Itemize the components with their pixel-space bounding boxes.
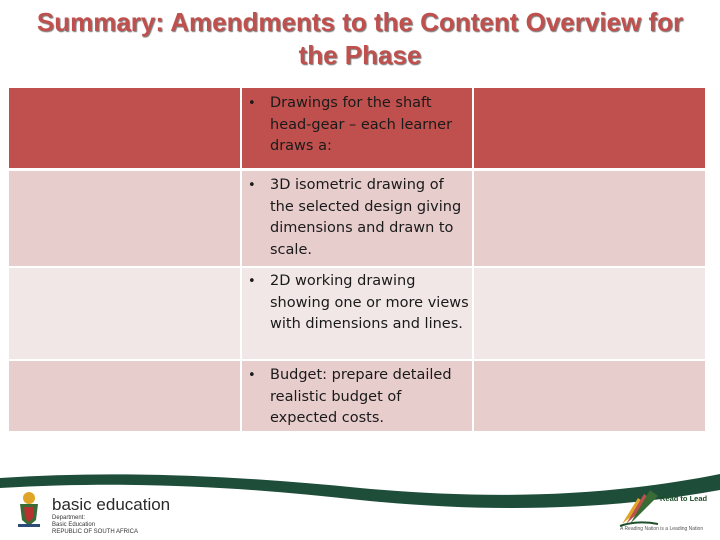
department-text bbox=[52, 515, 138, 536]
row-2-label: 3D isometric drawing of the selected design giving dimensions and drawn to scale. bbox=[270, 177, 462, 258]
row-3-label: 2D working drawing showing one or more views with dimensions and lines. bbox=[270, 273, 469, 332]
bullet-4: • bbox=[248, 368, 256, 383]
dept-line-2: Basic Education bbox=[52, 522, 96, 528]
coat-of-arms-icon bbox=[14, 490, 44, 530]
row-4-label: Budget: prepare detailed realistic budget of expected costs. bbox=[270, 367, 452, 426]
title-line-1: Summary: Amendments to the Content Overview for bbox=[36, 7, 684, 37]
bullet-3: • bbox=[248, 274, 256, 289]
read-to-lead-title: Read to Lead bbox=[660, 494, 708, 503]
dept-line-1: Department: bbox=[52, 515, 86, 521]
title-line-2: the Phase bbox=[298, 40, 422, 70]
brand-name: basic education bbox=[52, 495, 171, 514]
read-to-lead-tagline: A Reading Nation is a Leading Nation bbox=[620, 526, 704, 532]
bullet-1: • bbox=[248, 96, 256, 111]
dept-line-3: REPUBLIC OF SOUTH AFRICA bbox=[52, 529, 139, 535]
row-1-label: Drawings for the shaft head-gear – each learner draws a: bbox=[270, 95, 453, 154]
bullet-2: • bbox=[248, 178, 256, 193]
